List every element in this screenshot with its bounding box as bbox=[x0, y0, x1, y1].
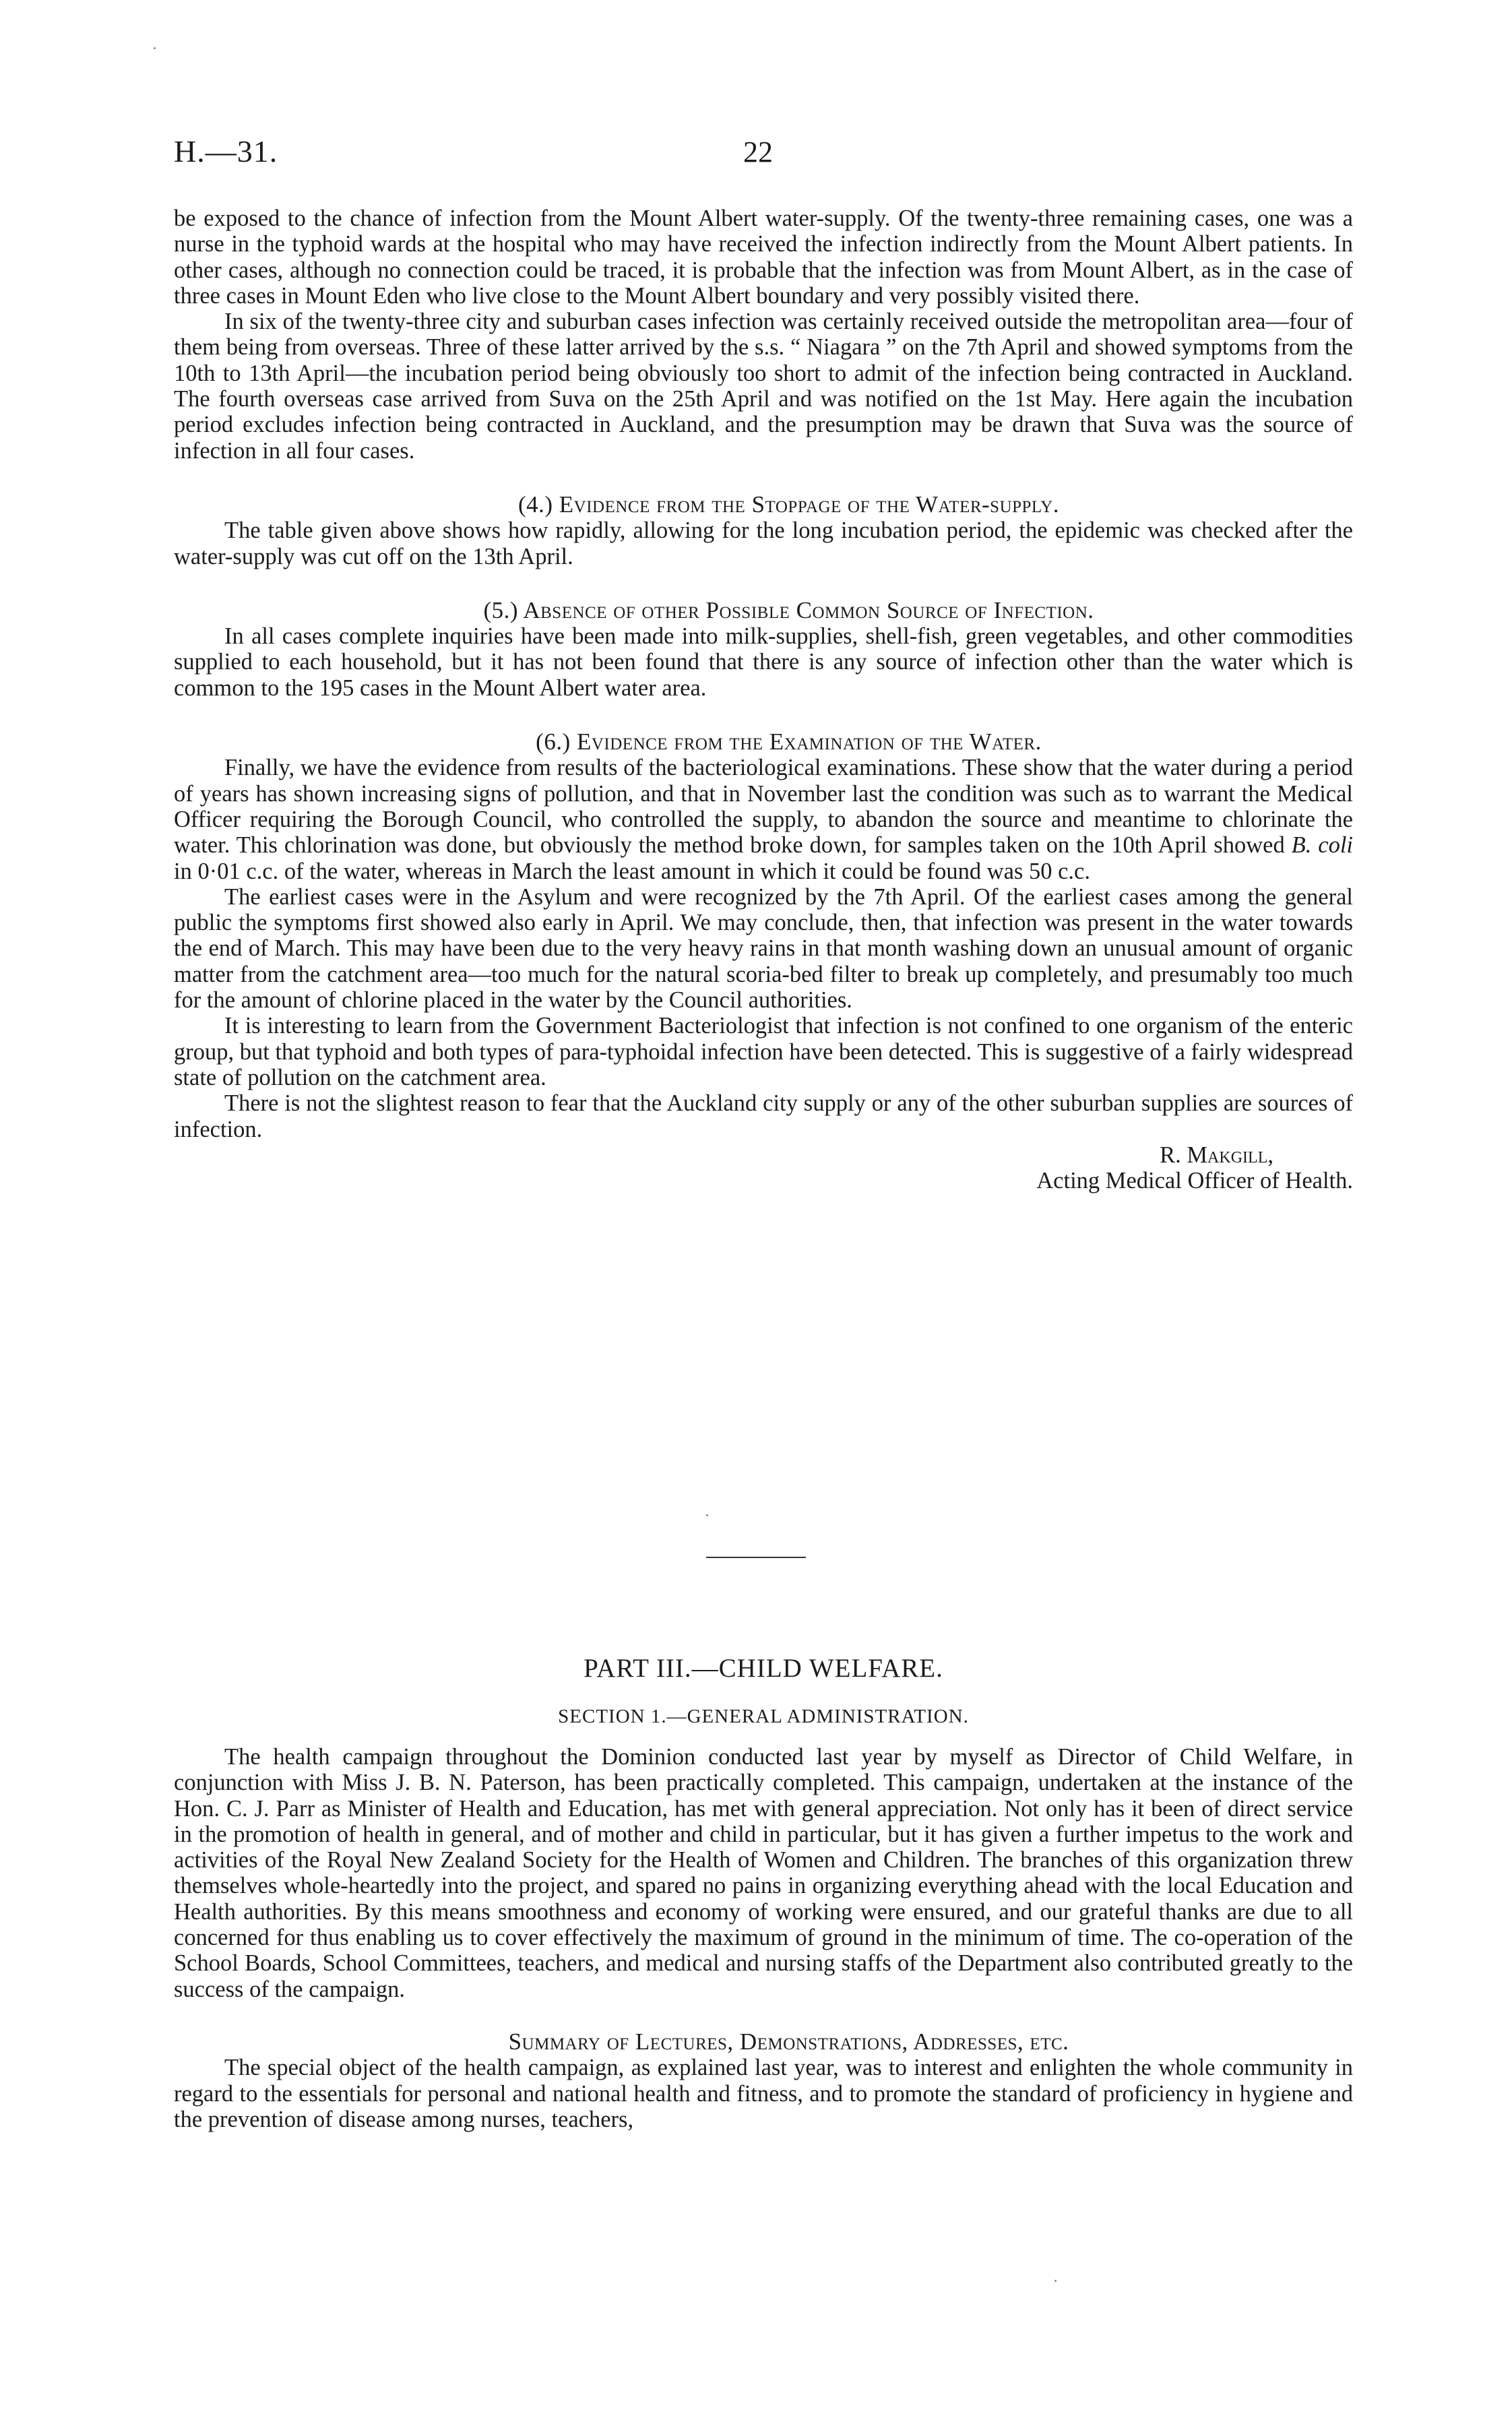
paragraph-outside-cases: In six of the twenty-three city and suburban cases infection was certainly received outside the metropolitan area—four of them being from overseas. Three of these latter arrived by the s.s. “ Niagara ” on the 7th April and showed symptoms from the 10th to 13th April—the incubation period being obviously too short to admit of the infection being contracted in Auckland. The fourth overseas case arrived from Suva on the 25th April and was notified on the 1st May. Here again the incubation period excludes infection being contracted in Auckland, and the presumption may be drawn that Suva was the source of infection in all four cases. bbox=[174, 309, 1353, 464]
paragraph-no-fear: There is not the slightest reason to fear that the Auckland city supply or any of the other suburban supplies are sources of infection. bbox=[174, 1090, 1353, 1142]
report-body-lower bbox=[174, 1744, 1353, 2132]
text-bacteriological-a: Finally, we have the evidence from results of the bacteriological examinations. These show that the water during a period of years has shown increasing signs of pollution, and that in November last the condition was such as to warrant the Medical Officer requiring the Borough Council, who controlled the supply, to abandon the source and meantime to chlorinate the water. This chlorination was done, but obviously the method broke down, for samples taken on the 10th April showed bbox=[174, 755, 1353, 859]
section-title: SECTION 1.—GENERAL ADMINISTRATION. bbox=[558, 1706, 969, 1727]
paragraph-earliest-cases: The earliest cases were in the Asylum and were recognized by the 7th April. Of the earliest cases among the general public the symptoms first showed also early in April. We may conclude, then, that infection was present in the water towards the end of March. This may have been due to the very heavy rains in that month washing down an unusual amount of organic matter from the catchment area—too much for the natural scoria-bed filter to break up completely, and presumably too much for the amount of chlorine placed in the water by the Council authorities. bbox=[174, 883, 1353, 1014]
scan-speck bbox=[1054, 2280, 1057, 2282]
signature-name: R. Makgill, bbox=[1160, 1142, 1273, 1168]
paragraph-health-campaign: The health campaign throughout the Dominion conducted last year by myself as Director of Child Welfare, in conjunction with Miss J. B. N. Paterson, has been practically completed. This campaign, undertaken at the instance of the Hon. C. J. Parr as Minister of Health and Education, has met with general appreciation. Not only has it been of direct service in the promotion of health in general, and of mother and child in particular, but it has given a further impetus to the work and activities of the Royal New Zealand Society for the Health of Women and Children. The branches of this organization threw themselves whole-heartedly into the project, and spared no pains in organizing everything ahead with the local Education and Health authorities. By this means smoothness and economy of working were ensured, and our grateful thanks are due to all concerned for thus enabling us to cover effectively the maximum of ground in the minimum of time. The co-operation of the School Boards, School Committees, teachers, and medical and nursing staffs of the Department also contributed greatly to the success of the campaign. bbox=[174, 1744, 1353, 2002]
signature-title: Acting Medical Officer of Health. bbox=[1036, 1168, 1353, 1194]
report-reference: H.—31. bbox=[174, 134, 278, 168]
paragraph-special-object: The special object of the health campaign, as explained last year, was to interest and enlighten the whole community in regard to the essentials for personal and national health and fitness, and to promote the standard of proficiency in hygiene and the prevention of disease among nurses, teachers, bbox=[174, 2055, 1353, 2132]
report-body-upper bbox=[174, 206, 1353, 1193]
heading-summary-lectures: Summary of Lectures, Demonstrations, Addresses, etc. bbox=[508, 2028, 1069, 2055]
paragraph-continuation: be exposed to the chance of infection from the Mount Albert water-supply. Of the twenty-three remaining cases, one was a nurse in the typhoid wards at the hospital who may have received the infection indirectly from the Mount Albert patients. In other cases, although no connection could be traced, it is probable that the infection was from Mount Albert, as in the case of three cases in Mount Eden who live close to the Mount Albert boundary and very possibly visited there. bbox=[174, 206, 1353, 309]
heading-absence-common-source: (5.) Absence of other Possible Common Source of Infection. bbox=[483, 596, 1094, 623]
page-header bbox=[174, 133, 1353, 174]
text-bacteriological-b: in 0·01 c.c. of the water, whereas in March the least amount in which it could be found was 50 c.c. bbox=[174, 858, 1090, 884]
scan-speck bbox=[706, 1514, 708, 1516]
paragraph-bacteriologist: It is interesting to learn from the Government Bacteriologist that infection is not confined to one organism of the enteric group, but that typhoid and both types of para-typhoidal infection have been detected. This is suggestive of a fairly widespread state of pollution on the catchment area. bbox=[174, 1013, 1353, 1090]
heading-evidence-examination: (6.) Evidence from the Examination of the Water. bbox=[536, 728, 1042, 755]
scan-speck bbox=[154, 47, 156, 49]
page-number: 22 bbox=[743, 135, 773, 168]
part-title: PART III.—CHILD WELFARE. bbox=[584, 1654, 943, 1683]
heading-evidence-stoppage: (4.) Evidence from the Stoppage of the Water-supply. bbox=[517, 491, 1060, 518]
text-b-coli: B. coli bbox=[1291, 832, 1353, 859]
paragraph-bacteriological bbox=[174, 755, 1353, 883]
paragraph-absence: In all cases complete inquiries have been made into milk-supplies, shell-fish, green vegetables, and other commodities supplied to each household, but it has not been found that there is any source of infection other than the water which is common to the 195 cases in the Mount Albert water area. bbox=[174, 623, 1353, 701]
paragraph-stoppage: The table given above shows how rapidly, allowing for the long incubation period, the epidemic was checked after the water-supply was cut off on the 13th April. bbox=[174, 518, 1353, 569]
section-divider bbox=[706, 1557, 806, 1558]
